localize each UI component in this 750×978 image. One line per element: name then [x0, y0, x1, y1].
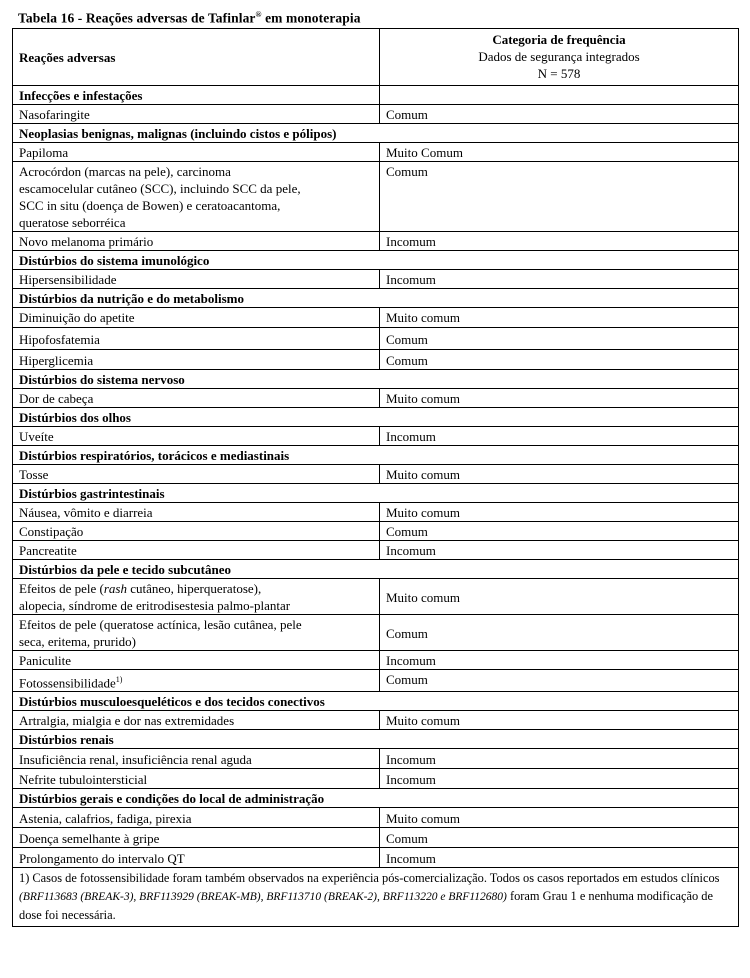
- reaction-cell: [13, 615, 380, 651]
- reaction-cell: [13, 579, 380, 615]
- reaction-cell: Hiperglicemia: [13, 350, 380, 370]
- section-row: [13, 560, 739, 579]
- reaction-text: cutâneo, hiperqueratose),: [126, 581, 262, 596]
- reaction-line: queratose seborréica: [19, 215, 126, 230]
- reaction-cell: [13, 670, 380, 692]
- adverse-reactions-table: [12, 28, 739, 927]
- frequency-cell: Comum: [380, 162, 739, 232]
- footnote-studies: (BRF113683 (BREAK-3), BRF113929 (BREAK-MB), BRF113710 (BREAK-2), BRF113220 e BRF112680): [19, 891, 507, 904]
- table-row: [13, 670, 739, 692]
- section-title: Distúrbios do sistema imunológico: [13, 251, 739, 270]
- frequency-cell: Comum: [380, 105, 739, 124]
- section-row: [13, 446, 739, 465]
- footnote-cell: [13, 868, 739, 927]
- reaction-cell: Náusea, vômito e diarreia: [13, 503, 380, 522]
- section-title: Distúrbios da pele e tecido subcutâneo: [13, 560, 739, 579]
- reaction-cell: Diminuição do apetite: [13, 308, 380, 328]
- frequency-cell: Comum: [380, 670, 739, 692]
- frequency-cell: Incomum: [380, 769, 739, 789]
- frequency-cell: Muito comum: [380, 711, 739, 730]
- section-title: Infecções e infestações: [13, 86, 380, 105]
- reaction-line: escamocelular cutâneo (SCC), incluindo SCC da pele,: [19, 181, 301, 196]
- table-header-row: [13, 29, 739, 86]
- table-row: [13, 143, 739, 162]
- reaction-cell: Astenia, calafrios, fadiga, pirexia: [13, 808, 380, 828]
- section-row: [13, 484, 739, 503]
- frequency-cell: Incomum: [380, 427, 739, 446]
- section-title: Distúrbios musculoesqueléticos e dos tecidos conectivos: [13, 692, 739, 711]
- frequency-cell: Comum: [380, 615, 739, 651]
- footnote-text: 1) Casos de fotossensibilidade foram também observados na experiência pós-comercialização. Todos os casos reportados em estudos clínicos: [19, 871, 720, 886]
- section-row: [13, 408, 739, 427]
- table-row: [13, 848, 739, 868]
- reaction-line: SCC in situ (doença de Bowen) e ceratoacantoma,: [19, 198, 281, 213]
- caption-suffix: em monoterapia: [261, 10, 361, 26]
- frequency-cell: Incomum: [380, 651, 739, 670]
- table-row: [13, 350, 739, 370]
- table-row: [13, 465, 739, 484]
- header-sample-size: N = 578: [537, 66, 581, 81]
- reaction-cell: Artralgia, mialgia e dor nas extremidades: [13, 711, 380, 730]
- section-row: [13, 789, 739, 808]
- reaction-cell: Nefrite tubulointersticial: [13, 769, 380, 789]
- header-frequency-subtitle: Dados de segurança integrados: [478, 49, 640, 64]
- frequency-cell: Comum: [380, 328, 739, 350]
- table-row: [13, 579, 739, 615]
- frequency-cell: Muito Comum: [380, 143, 739, 162]
- footnote-marker: 1): [115, 675, 123, 684]
- section-row: [13, 730, 739, 749]
- registered-mark: ®: [255, 10, 262, 19]
- reaction-line: seca, eritema, prurido): [19, 634, 136, 649]
- frequency-cell: Comum: [380, 522, 739, 541]
- section-title: Neoplasias benignas, malignas (incluindo cistos e pólipos): [13, 124, 739, 143]
- frequency-cell: Comum: [380, 828, 739, 848]
- reaction-cell: Tosse: [13, 465, 380, 484]
- frequency-cell: Comum: [380, 350, 739, 370]
- reaction-cell: Pancreatite: [13, 541, 380, 560]
- reaction-cell: Paniculite: [13, 651, 380, 670]
- footnote-row: [13, 868, 739, 927]
- frequency-cell: Muito comum: [380, 308, 739, 328]
- reaction-cell: Papiloma: [13, 143, 380, 162]
- table-row: [13, 711, 739, 730]
- section-row: [13, 692, 739, 711]
- reaction-italic: rash: [103, 581, 127, 596]
- table-caption: [18, 10, 361, 27]
- table-row: [13, 270, 739, 289]
- section-title: Distúrbios renais: [13, 730, 739, 749]
- caption-text: Tabela 16 - Reações adversas de Tafinlar: [18, 10, 256, 26]
- table-row: [13, 769, 739, 789]
- frequency-cell: Incomum: [380, 270, 739, 289]
- footnote-text-end: foram Grau 1 e nenhuma modificação de dose foi necessária.: [19, 889, 713, 923]
- table-row: [13, 503, 739, 522]
- frequency-cell: Muito comum: [380, 808, 739, 828]
- header-adverse-reactions: Reações adversas: [13, 29, 380, 86]
- frequency-cell: Incomum: [380, 749, 739, 769]
- reaction-cell: Constipação: [13, 522, 380, 541]
- reaction-cell: Novo melanoma primário: [13, 232, 380, 251]
- table-row: [13, 541, 739, 560]
- table-row: [13, 808, 739, 828]
- reaction-line: alopecia, síndrome de eritrodisestesia palmo-plantar: [19, 598, 291, 613]
- section-title: Distúrbios gerais e condições do local de administração: [13, 789, 739, 808]
- section-row: [13, 289, 739, 308]
- reaction-line: Efeitos de pele (queratose actínica, lesão cutânea, pele: [19, 617, 302, 632]
- reaction-cell: Nasofaringite: [13, 105, 380, 124]
- frequency-cell: Muito comum: [380, 503, 739, 522]
- reaction-text: Efeitos de pele (: [19, 581, 104, 596]
- table-row: [13, 651, 739, 670]
- table-row: [13, 749, 739, 769]
- header-frequency-title: Categoria de frequência: [492, 32, 626, 47]
- frequency-cell: Muito comum: [380, 389, 739, 408]
- table-row: [13, 328, 739, 350]
- reaction-cell: Dor de cabeça: [13, 389, 380, 408]
- table-row: [13, 232, 739, 251]
- table-row: [13, 427, 739, 446]
- frequency-cell: Incomum: [380, 232, 739, 251]
- section-row: [13, 251, 739, 270]
- reaction-cell: Insuficiência renal, insuficiência renal aguda: [13, 749, 380, 769]
- section-title: Distúrbios da nutrição e do metabolismo: [13, 289, 739, 308]
- frequency-cell: Muito comum: [380, 465, 739, 484]
- reaction-line: Acrocórdon (marcas na pele), carcinoma: [19, 164, 231, 179]
- frequency-cell: Muito comum: [380, 579, 739, 615]
- table-row: [13, 828, 739, 848]
- table-row: [13, 522, 739, 541]
- reaction-cell: [13, 162, 380, 232]
- reaction-text: Fotossensibilidade: [19, 675, 116, 691]
- reaction-cell: Hipofosfatemia: [13, 328, 380, 350]
- table-row: [13, 389, 739, 408]
- section-title: Distúrbios dos olhos: [13, 408, 739, 427]
- section-title: Distúrbios gastrintestinais: [13, 484, 739, 503]
- reaction-cell: Doença semelhante à gripe: [13, 828, 380, 848]
- table-row: [13, 615, 739, 651]
- section-row: [13, 124, 739, 143]
- frequency-cell: Incomum: [380, 848, 739, 868]
- section-row: [13, 86, 739, 105]
- section-title: Distúrbios respiratórios, torácicos e mediastinais: [13, 446, 739, 465]
- table-row: [13, 105, 739, 124]
- reaction-cell: Hipersensibilidade: [13, 270, 380, 289]
- section-title: Distúrbios do sistema nervoso: [13, 370, 739, 389]
- reaction-cell: Prolongamento do intervalo QT: [13, 848, 380, 868]
- section-row: [13, 370, 739, 389]
- table-row: [13, 162, 739, 232]
- frequency-cell: Incomum: [380, 541, 739, 560]
- table-row: [13, 308, 739, 328]
- header-frequency-category: [380, 29, 739, 86]
- reaction-cell: Uveíte: [13, 427, 380, 446]
